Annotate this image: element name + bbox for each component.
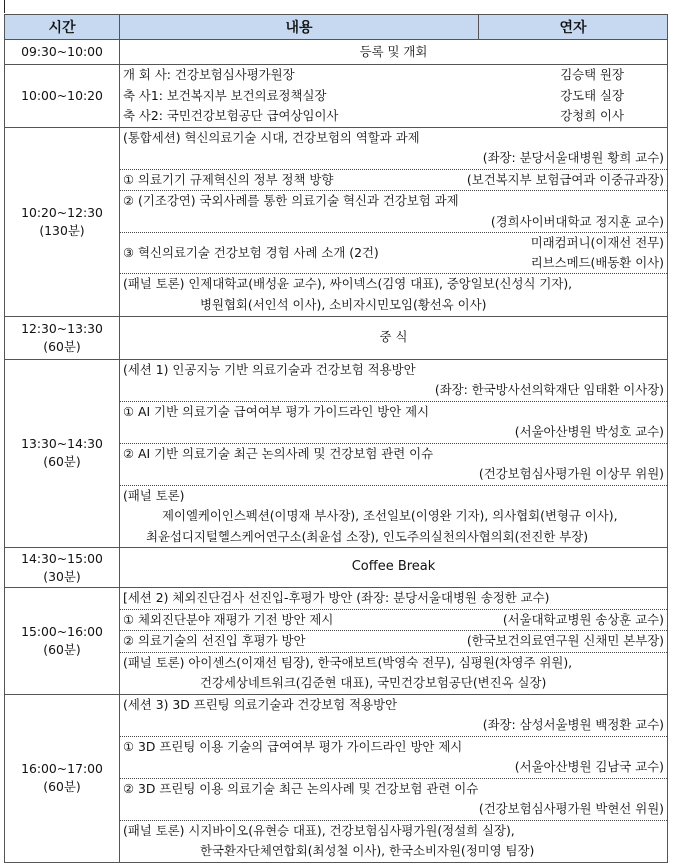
talk-speaker: (건강보험심사평가원 이상무 위원) (478, 466, 664, 481)
table-row (5, 359, 668, 548)
time-range: 12:30~13:30 (21, 320, 103, 336)
talk-speaker: (한국보건의료연구원 신채민 본부장) (466, 633, 664, 648)
talk-title: ③ 혁신의료기술 건강보험 경험 사례 소개 (2건) (123, 245, 379, 260)
panel-line: (패널 토론) (123, 487, 185, 503)
content-cell (120, 359, 668, 548)
duration: (60분) (43, 454, 81, 470)
time-cell (5, 694, 120, 862)
panel-block (120, 653, 667, 694)
panel-block (120, 486, 667, 548)
page-edge-mark (4, 0, 5, 13)
panel-block (120, 821, 667, 862)
talk-title: ① AI 기반 의료기술 급여여부 평가 가이드라인 방안 제시 (123, 403, 430, 419)
table-row (5, 316, 668, 359)
content-cell (120, 694, 668, 862)
time-range: 10:20~12:30 (21, 204, 103, 220)
content-cell: 중 식 (120, 316, 668, 359)
talk-speaker: (서울대학교병원 송상훈 교수) (502, 611, 664, 627)
talk-title: ② 의료기술의 선진입 후평가 방안 (123, 633, 306, 648)
session-title: (세션 3) 3D 프린팅 의료기술과 건강보험 적용방안 (123, 696, 398, 712)
panel-line: 병원협회(서인석 이사), 소비자시민모임(황선옥 이사) (200, 296, 487, 312)
content-cell (120, 127, 668, 316)
talk-block (120, 170, 667, 192)
panel-line: (패널 토론) 아이센스(이재선 팀장), 한국애보트(박영숙 전무), 심평원(차영주 위원), (123, 654, 573, 670)
table-row (5, 40, 668, 65)
time-cell (5, 127, 120, 316)
session-block (120, 588, 667, 610)
opening-line: 축 사1: 보건복지부 보건의료정책실장 (123, 87, 327, 103)
opening-speaker: 강도태 실장 (560, 87, 624, 103)
session-block (120, 695, 667, 737)
talk-block (120, 737, 667, 779)
talk-speaker: 리브스메드(배동환 이사) (530, 255, 664, 271)
time-cell (5, 548, 120, 588)
panel-line: 한국환자단체연합회(최성철 이사), 한국소비자원(정미영 팀장) (200, 843, 535, 858)
talk-block (120, 191, 667, 233)
content-cell (120, 65, 668, 128)
chair: (좌장: 삼성서울병원 백정환 교수) (482, 717, 664, 732)
panel-line: 건강세상네트워크(김준현 대표), 국민건강보험공단(변진옥 실장) (200, 675, 547, 690)
talk-speaker: (건강보험심사평가원 박현선 위원) (478, 801, 664, 816)
session-block (120, 360, 667, 402)
panel-line: 최윤섭디지털헬스케어연구소(최윤섭 소장), 인도주의실천의사협의회(전진한 부장) (146, 528, 589, 544)
table-row (5, 588, 668, 695)
panel-block (120, 274, 667, 315)
header-speaker: 연자 (479, 15, 668, 40)
header-content: 내용 (120, 15, 479, 40)
talk-title: ② 3D 프린팅 이용 의료기술 최근 논의사례 및 건강보험 관련 이슈 (123, 780, 479, 796)
chair: (좌장: 한국방사선의학재단 임태환 이사장) (434, 382, 664, 397)
table-row (5, 127, 668, 316)
panel-line: (패널 토론) 인제대학교(배성윤 교수), 싸이넥스(김영 대표), 중앙일보(신성식 기자), (123, 276, 573, 292)
time-cell (5, 316, 120, 359)
content-cell: 등록 및 개회 (120, 40, 668, 65)
talk-title: ① 의료기기 규제혁신의 정부 정책 방향 (123, 171, 334, 187)
opening-speaker: 김승택 원장 (560, 67, 624, 82)
schedule-table (4, 14, 668, 863)
time-range: 14:30~15:00 (21, 550, 103, 566)
duration: (130분) (39, 222, 85, 238)
talk-block (120, 402, 667, 444)
session-title: (통합세션) 혁신의료기술 시대, 건강보험의 역할과 과제 (123, 129, 420, 145)
session-block (120, 128, 667, 170)
chair: (좌장: 분당서울대병원 황희 교수) (482, 150, 664, 166)
panel-line: 제이엘케이인스펙션(이명재 부사장), 조선일보(이영완 기자), 의사협회(변형규 이사), (162, 508, 618, 523)
talk-block (120, 779, 667, 821)
time-cell: 09:30~10:00 (5, 40, 120, 65)
talk-speaker: 미래컴퍼니(이재선 전무) (530, 235, 664, 251)
session-title: [세션 2) 체외진단검사 선진입-후평가 방안 (좌장: 분당서울대병원 송정한 교수) (123, 590, 550, 605)
header-time: 시간 (5, 15, 120, 40)
session-title: (세션 1) 인공지능 기반 의료기술과 건강보험 적용방안 (123, 361, 416, 377)
talk-title: ① 체외진단분야 재평가 기전 방안 제시 (123, 611, 334, 627)
opening-speaker: 강청희 이사 (560, 108, 624, 123)
content-cell: Coffee Break (120, 548, 668, 588)
time-range: 15:00~16:00 (21, 623, 103, 639)
content-cell (120, 588, 668, 695)
talk-block (120, 444, 667, 486)
time-cell (5, 359, 120, 548)
duration: (60분) (43, 641, 81, 657)
time-cell: 10:00~10:20 (5, 65, 120, 128)
time-cell (5, 588, 120, 695)
panel-line: (패널 토론) 시지바이오(유현승 대표), 건강보험심사평가원(정설희 실장), (123, 822, 515, 838)
talk-block (120, 631, 667, 653)
talk-title: ① 3D 프린팅 이용 기술의 급여여부 평가 가이드라인 방안 제시 (123, 738, 463, 754)
duration: (30분) (43, 568, 81, 584)
duration: (60분) (43, 338, 81, 354)
talk-block (120, 610, 667, 632)
talk-speaker: (경희사이버대학교 정지훈 교수) (490, 213, 664, 229)
talk-title: ② AI 기반 의료기술 최근 논의사례 및 건강보험 관련 이슈 (123, 445, 434, 461)
talk-block (120, 233, 667, 274)
talk-speaker: (보건복지부 보험급여과 이중규과장) (466, 171, 664, 187)
table-row (5, 65, 668, 128)
opening-line: 축 사2: 국민건강보험공단 급여상임이사 (123, 108, 339, 123)
time-range: 13:30~14:30 (21, 436, 103, 452)
talk-title: ② (기조강연) 국외사례를 통한 의료기술 혁신과 건강보험 과제 (123, 193, 459, 209)
talk-speaker: (서울아산병원 박성호 교수) (514, 424, 664, 439)
opening-line: 개 회 사: 건강보험심사평가원장 (123, 67, 295, 82)
table-row (5, 694, 668, 862)
time-range: 16:00~17:00 (21, 761, 103, 776)
table-row (5, 548, 668, 588)
duration: (60분) (43, 779, 81, 794)
talk-speaker: (서울아산병원 김남국 교수) (514, 759, 664, 774)
